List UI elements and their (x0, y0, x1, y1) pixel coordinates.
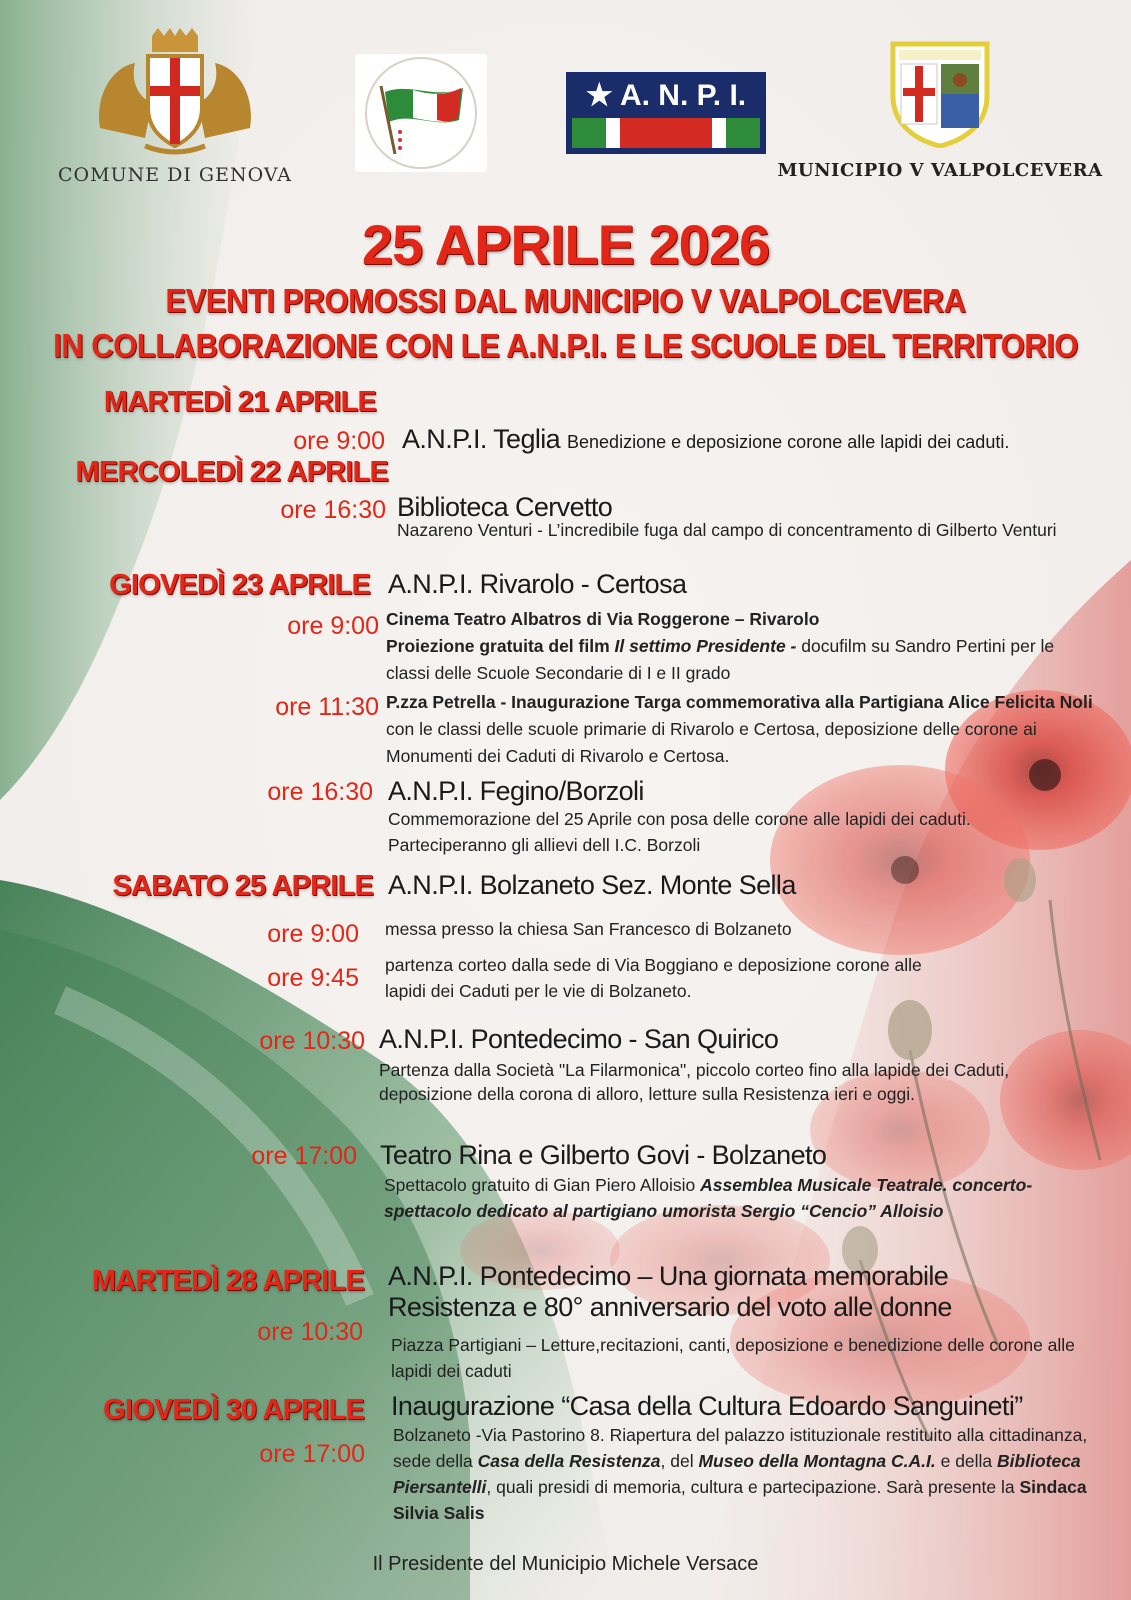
event-venue-name: A.N.P.I. Teglia (402, 424, 561, 454)
subtitle-collaborazione: IN COLLABORAZIONE CON LE A.N.P.I. E LE SCUOLE DEL TERRITORIO (53, 326, 1078, 365)
event-description (386, 689, 1106, 770)
event-venue-name: A.N.P.I. Rivarolo - Certosa (388, 569, 687, 599)
show-title: Assemblea Musicale Teatrale. concerto- spettacolo dedicato al partigiano umorista Sergio “Cencio” Alloisio (384, 1175, 1033, 1221)
municipio-v-logo (770, 36, 1110, 186)
event-venue-name: Teatro Rina e Gilberto Govi - Bolzaneto (380, 1140, 827, 1170)
anpi-logo (566, 72, 766, 154)
event-description (384, 1172, 1074, 1224)
footer-signature: Il Presidente del Municipio Michele Versace (372, 1553, 759, 1575)
day-heading-30: GIOVEDÌ 30 APRILE (103, 1394, 364, 1426)
event-time: ore 9:45 (267, 964, 359, 992)
event-description: messa presso la chiesa San Francesco di Bolzaneto (385, 919, 792, 939)
event-location: P.zza Petrella - Inaugurazione Targa commemorativa alla Partigiana Alice Felicita Noli (386, 692, 1093, 712)
day-heading-21: MARTEDÌ 21 APRILE (103, 386, 376, 418)
event-venue-name: A.N.P.I. Pontedecimo - San Quirico (379, 1024, 779, 1054)
municipio-shield-icon (885, 36, 995, 148)
day-heading-25: SABATO 25 APRILE (112, 870, 373, 902)
subtitle-municipio: EVENTI PROMOSSI DAL MUNICIPIO V VALPOLCEVERA (165, 281, 966, 320)
event-details: con le classi delle scuole primarie di Rivarolo e Certosa, deposizione delle corone ai Monumenti dei Caduti di Rivarolo e Certosa. (386, 719, 1037, 766)
event-details: e della (935, 1451, 998, 1471)
event-details: , quali presidi di memoria, cultura e partecipazione. Sarà presente la (486, 1477, 1020, 1497)
event-time: ore 9:00 (267, 920, 359, 948)
biblioteca-name: Biblioteca Piersantelli (393, 1451, 1081, 1497)
event-details: , del (660, 1451, 699, 1471)
event-time: ore 17:00 (251, 1142, 357, 1170)
event-time: ore 9:00 (287, 612, 379, 640)
genova-coat-of-arms-icon (90, 28, 260, 158)
municipio-label: MUNICIPIO V VALPOLCEVERA (777, 160, 1103, 181)
event-description (393, 1422, 1093, 1526)
event-description: Commemorazione del 25 Aprile con posa delle corone alle lapidi dei caduti. Parteciperanno gli allievi dell I.C. Borzoli (388, 809, 971, 855)
event-time: ore 9:00 (293, 427, 385, 455)
event-venue-name: A.N.P.I. Fegino/Borzoli (388, 776, 644, 806)
event-time: ore 11:30 (275, 693, 379, 721)
event-description: Partenza dalla Società "La Filarmonica", piccolo corteo fino alla lapide dei Caduti, deposizione della corona di alloro, letture sulla Resistenza ieri e oggi. (379, 1060, 1010, 1104)
event-time: ore 16:30 (280, 496, 386, 524)
event-description: partenza corteo dalla sede di Via Boggiano e deposizione corone alle lapidi dei Caduti per le vie di Bolzaneto. (385, 955, 922, 1001)
comune-label: COMUNE DI GENOVA (58, 164, 292, 186)
event-time: ore 16:30 (267, 778, 373, 806)
event-venue-name: A.N.P.I. Bolzaneto Sez. Monte Sella (388, 870, 796, 900)
event-details: Bolzaneto -Via Pastorino 8. Riapertura del palazzo istituzionale restituito alla cittadinanza, sede della (393, 1425, 1088, 1471)
day-heading-23: GIOVEDÌ 23 APRILE (109, 569, 370, 601)
film-description: docufilm su Sandro Pertini per le classi delle Scuole Secondarie di I e II grado (386, 636, 1055, 683)
event-description: Piazza Partigiani – Letture,recitazioni, canti, deposizione e benedizione delle corone alle lapidi dei caduti (391, 1335, 1075, 1381)
event-venue-name: Inaugurazione “Casa della Cultura Edoardo Sanguineti” (391, 1391, 1023, 1421)
show-intro: Spettacolo gratuito di Gian Piero Alloisio (384, 1175, 701, 1195)
event-venue-name: Biblioteca Cervetto (397, 492, 613, 522)
anpi-logo-text: ★ A. N. P. I. (585, 79, 747, 112)
film-screening-label: Proiezione gratuita del film (386, 636, 615, 656)
comune-di-genova-logo (40, 28, 310, 198)
event-description (386, 606, 1086, 687)
casa-resistenza-name: Casa della Resistenza (477, 1451, 661, 1471)
day-heading-28: MARTEDÌ 28 APRILE (91, 1265, 364, 1297)
event-description: Nazareno Venturi - L’incredibile fuga dal campo di concentramento di Gilberto Venturi (397, 520, 1057, 540)
museo-montagna-name: Museo della Montagna C.A.I. (698, 1451, 936, 1471)
event-time: ore 17:00 (259, 1440, 365, 1468)
event-time: ore 10:30 (257, 1318, 363, 1346)
casa-resistenza-emblem-icon (355, 54, 487, 172)
film-title: Il settimo Presidente - (614, 636, 797, 656)
event-venue-subtitle: Resistenza e 80° anniversario del voto alle donne (388, 1292, 952, 1322)
page-title: 25 APRILE 2026 (361, 213, 770, 276)
sindaca-name: Sindaca Silvia Salis (393, 1477, 1087, 1523)
event-location: Cinema Teatro Albatros di Via Roggerone – Rivarolo (386, 609, 820, 629)
event-venue-name: A.N.P.I. Pontedecimo – Una giornata memorabile (388, 1261, 949, 1291)
casa-della-resistenza-logo (355, 54, 487, 172)
anpi-emblem-icon (566, 72, 766, 154)
day-heading-22: MERCOLEDÌ 22 APRILE (75, 456, 388, 488)
event-description: Benedizione e deposizione corone alle lapidi dei caduti. (567, 432, 1010, 452)
event-time: ore 10:30 (259, 1027, 365, 1055)
event-venue (402, 424, 1009, 455)
